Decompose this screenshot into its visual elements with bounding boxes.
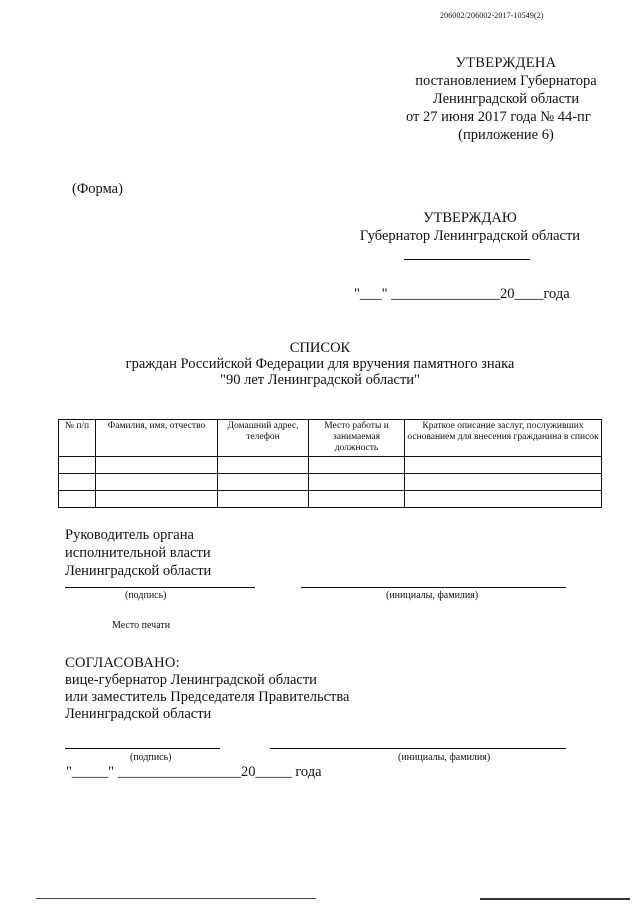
- approved-line-3: от 27 июня 2017 года № 44-пг: [406, 109, 591, 125]
- table-row: [59, 491, 602, 508]
- approve-title: УТВЕРЖДАЮ: [423, 210, 517, 226]
- approved-title: УТВЕРЖДЕНА: [455, 55, 557, 71]
- agreed-signature-line: [65, 748, 220, 749]
- agreed-block: [65, 655, 350, 723]
- table-row: [59, 457, 602, 474]
- scan-edge-mark: [480, 898, 630, 900]
- approved-line-1: постановлением Губернатора: [415, 73, 597, 89]
- authority-line-2: исполнительной власти: [65, 545, 211, 561]
- table-cell: [218, 474, 309, 491]
- table-cell: [405, 474, 602, 491]
- approve-date-line: "___" _______________20____года: [354, 286, 570, 302]
- agreed-signature-caption: (подпись): [130, 752, 172, 763]
- list-subtitle-2: "90 лет Ленинградской области": [220, 372, 420, 388]
- approve-line-1: Губернатор Ленинградской области: [359, 228, 581, 244]
- column-header-merits: Краткое описание заслуг, послуживших основанием для внесения гражданина в список: [405, 420, 602, 457]
- agreed-name-line: [270, 748, 566, 749]
- table-cell: [59, 491, 96, 508]
- agreed-line-1: вице-губернатор Ленинградской области: [65, 672, 317, 688]
- table-cell: [59, 457, 96, 474]
- agreed-title: СОГЛАСОВАНО:: [65, 655, 180, 671]
- authority-head-block: [65, 526, 211, 580]
- form-label: (Форма): [72, 181, 123, 197]
- table-cell: [405, 491, 602, 508]
- list-subtitle-1: граждан Российской Федерации для вручения памятного знака: [125, 356, 515, 372]
- table-row: [59, 474, 602, 491]
- column-header-address: Домашний адрес, телефон: [218, 420, 309, 457]
- list-title-block: [0, 340, 640, 388]
- stamp-place-label: Место печати: [112, 620, 171, 631]
- list-title: СПИСОК: [289, 340, 351, 356]
- governor-approve-block: [342, 209, 598, 245]
- approved-by-resolution-block: [390, 54, 622, 144]
- scan-edge-mark: [36, 898, 316, 899]
- column-header-workplace: Место работы и занимаемая должность: [309, 420, 405, 457]
- agreed-name-caption: (инициалы, фамилия): [398, 752, 491, 763]
- table-cell: [96, 491, 218, 508]
- column-header-number: № п/п: [59, 420, 96, 457]
- table-cell: [218, 457, 309, 474]
- approved-line-4: (приложение 6): [458, 127, 554, 143]
- agreed-line-2: или заместитель Председателя Правительства: [65, 689, 350, 705]
- authority-line-3: Ленинградской области: [65, 563, 212, 579]
- approved-line-2: Ленинградской области: [432, 91, 580, 107]
- citizens-list-table: [58, 419, 602, 508]
- authority-signature-line: [65, 587, 255, 588]
- table-cell: [218, 491, 309, 508]
- table-cell: [405, 457, 602, 474]
- authority-name-line: [301, 587, 566, 588]
- column-header-name: Фамилия, имя, отчество: [96, 420, 218, 457]
- authority-line-1: Руководитель органа: [65, 527, 194, 543]
- table-cell: [309, 474, 405, 491]
- table-cell: [309, 491, 405, 508]
- authority-signature-caption: (подпись): [125, 590, 167, 601]
- table-cell: [96, 474, 218, 491]
- governor-signature-line: [404, 259, 530, 260]
- agreed-date-line: "_____" _________________20_____ года: [66, 764, 322, 780]
- authority-name-caption: (инициалы, фамилия): [386, 590, 479, 601]
- document-id: 206002/206002-2017-10549(2): [440, 11, 544, 20]
- table-cell: [96, 457, 218, 474]
- agreed-line-3: Ленинградской области: [65, 706, 212, 722]
- table-header-row: [59, 420, 602, 457]
- table-cell: [309, 457, 405, 474]
- table-cell: [59, 474, 96, 491]
